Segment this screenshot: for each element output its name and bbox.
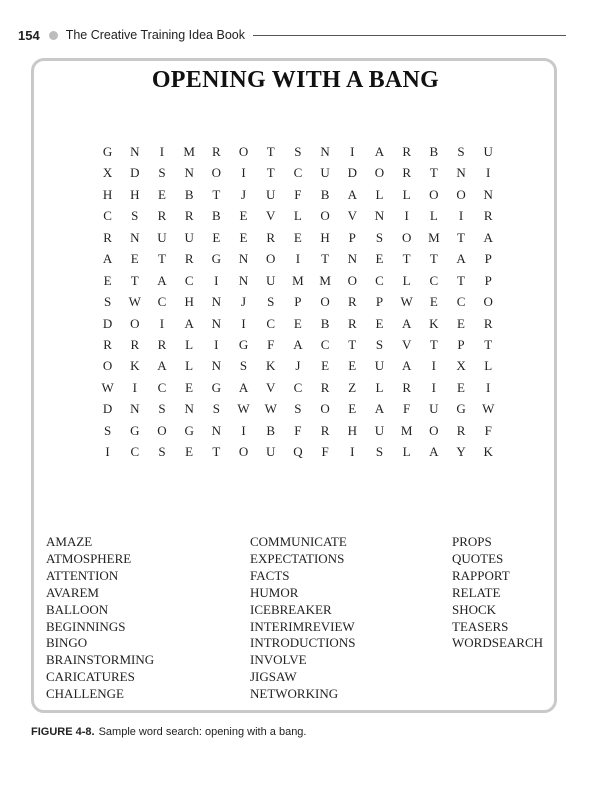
grid-letter: T [348, 336, 357, 352]
grid-letter: Q [293, 444, 303, 460]
grid-letter: U [374, 422, 385, 438]
bullet-dot-icon [49, 31, 58, 40]
grid-letter: A [374, 401, 385, 417]
grid-letter: P [457, 336, 465, 352]
grid-letter: C [456, 294, 466, 310]
grid-letter: C [157, 294, 167, 310]
grid-letter: N [130, 144, 140, 159]
grid-letter: W [400, 294, 413, 310]
grid-letter: S [212, 401, 220, 417]
grid-letter: S [158, 401, 166, 417]
grid-letter: O [320, 401, 330, 417]
grid-letter: B [212, 208, 221, 224]
grid-letter: L [185, 336, 194, 352]
grid-letter: I [486, 165, 491, 181]
grid-letter: F [484, 422, 492, 438]
grid-letter: B [429, 144, 439, 159]
grid-letter: I [241, 422, 246, 438]
word-list-item: ATTENTION [46, 567, 119, 583]
grid-letter: C [157, 379, 167, 395]
grid-letter: N [374, 208, 385, 224]
grid-letter: I [295, 251, 301, 267]
word-list-item: CHALLENGE [46, 686, 124, 702]
grid-letter: N [456, 165, 466, 181]
grid-letter: S [375, 229, 384, 245]
grid-letter: E [130, 251, 139, 267]
grid-letter: I [105, 444, 110, 460]
grid-letter: L [185, 358, 194, 374]
grid-letter: T [212, 444, 221, 460]
figure-caption [31, 726, 306, 738]
grid-letter: R [320, 422, 330, 438]
grid-letter: A [456, 251, 466, 267]
grid-letter: P [294, 294, 302, 310]
grid-letter: T [484, 336, 493, 352]
word-list-item: RELATE [452, 584, 501, 600]
grid-letter: N [211, 294, 222, 310]
grid-letter: O [102, 358, 113, 374]
grid-letter: E [212, 229, 221, 245]
grid-letter: G [238, 336, 249, 352]
grid-letter: G [102, 144, 113, 159]
grid-letter: E [103, 272, 112, 288]
word-list-item: HUMOR [250, 584, 299, 600]
grid-letter: U [266, 444, 276, 460]
word-list-item: BALLOON [46, 601, 109, 617]
grid-letter: N [130, 229, 140, 245]
grid-letter: S [294, 144, 302, 159]
grid-letter: G [130, 422, 140, 438]
grid-letter: U [429, 401, 439, 417]
grid-letter: R [212, 144, 221, 159]
grid-letter: N [211, 422, 222, 438]
grid-letter: A [347, 186, 357, 202]
grid-letter: F [267, 336, 275, 352]
grid-letter: L [402, 272, 411, 288]
grid-letter: G [211, 251, 222, 267]
grid-letter: A [401, 358, 412, 374]
grid-letter: L [429, 208, 438, 224]
grid-letter: O [347, 272, 357, 288]
grid-letter: N [211, 315, 222, 331]
grid-letter: T [429, 165, 438, 181]
grid-letter: R [184, 251, 194, 267]
grid-letter: E [185, 444, 194, 460]
grid-letter: E [457, 315, 465, 331]
grid-letter: R [456, 422, 466, 438]
grid-letter: O [456, 186, 466, 202]
grid-letter: U [184, 229, 194, 245]
grid-letter: F [294, 186, 302, 202]
puzzle-title: OPENING WITH A BANG [151, 67, 440, 93]
grid-letter: W [482, 401, 495, 417]
grid-letter: A [157, 272, 167, 288]
grid-letter: I [458, 208, 464, 224]
word-list-item: PROPS [452, 534, 492, 549]
grid-letter: I [159, 144, 165, 159]
grid-letter: N [347, 251, 357, 267]
grid-letter: Y [456, 444, 466, 460]
grid-letter: D [347, 165, 357, 181]
grid-letter: M [428, 229, 440, 245]
grid-letter: O [211, 165, 222, 181]
grid-letter: V [266, 208, 276, 224]
grid-letter: L [293, 208, 302, 224]
word-list-item: TEASERS [452, 618, 509, 634]
letter-grid [94, 141, 502, 463]
grid-letter: C [375, 272, 384, 288]
grid-letter: E [239, 208, 248, 224]
word-list-item: INTRODUCTIONS [250, 635, 356, 651]
grid-letter: H [130, 186, 140, 202]
grid-letter: P [348, 229, 356, 245]
grid-letter: A [483, 229, 493, 245]
word-list-item: BRAINSTORMING [46, 652, 155, 668]
grid-letter: H [184, 294, 194, 310]
grid-letter: K [130, 358, 140, 374]
grid-letter: U [157, 229, 167, 245]
word-list-item: SHOCK [452, 601, 497, 617]
grid-letter: K [266, 358, 276, 374]
grid-letter: I [159, 315, 165, 331]
grid-letter: C [293, 165, 303, 181]
grid-letter: L [484, 358, 493, 374]
word-list-item: BEGINNINGS [46, 618, 126, 634]
word-list-item: EXPECTATIONS [250, 550, 345, 566]
grid-letter: U [266, 186, 276, 202]
grid-letter: I [132, 379, 137, 395]
grid-letter: M [292, 272, 304, 288]
grid-letter: C [320, 336, 330, 352]
grid-letter: M [183, 144, 195, 159]
grid-letter: O [238, 144, 249, 159]
grid-letter: C [130, 444, 140, 460]
grid-letter: B [266, 422, 276, 438]
grid-letter: L [402, 444, 411, 460]
grid-letter: R [266, 229, 276, 245]
grid-letter: E [457, 379, 465, 395]
grid-letter: A [429, 444, 439, 460]
grid-letter: T [457, 229, 465, 245]
grid-letter: O [401, 229, 412, 245]
word-list-column-1 [46, 534, 154, 703]
caption-text: Sample word search: opening with a bang. [98, 726, 307, 738]
grid-letter: R [483, 315, 493, 331]
grid-letter: L [375, 186, 384, 202]
word-list-item: JIGSAW [250, 669, 297, 685]
grid-letter: C [103, 208, 112, 224]
grid-letter: S [103, 422, 112, 438]
grid-letter: R [402, 379, 411, 395]
grid-letter: R [130, 336, 140, 352]
grid-letter: A [293, 336, 303, 352]
grid-letter: G [184, 422, 194, 438]
grid-letter: R [347, 315, 357, 331]
grid-letter: E [293, 229, 302, 245]
grid-letter: S [294, 401, 302, 417]
grid-letter: G [456, 401, 466, 417]
grid-letter: T [457, 272, 465, 288]
page-number: 154 [18, 27, 40, 43]
grid-letter: B [184, 186, 194, 202]
caption-label: FIGURE 4-8. [31, 726, 95, 738]
grid-letter: V [266, 379, 276, 395]
word-list-item: COMMUNICATE [250, 534, 347, 549]
grid-letter: T [402, 251, 411, 267]
grid-letter: F [294, 422, 302, 438]
grid-letter: E [429, 294, 438, 310]
grid-letter: S [267, 294, 275, 310]
grid-letter: R [402, 144, 411, 159]
word-list-item: ICEBREAKER [250, 601, 332, 617]
grid-letter: B [320, 315, 330, 331]
grid-letter: N [184, 165, 194, 181]
grid-letter: I [404, 208, 409, 224]
grid-letter: L [402, 186, 411, 202]
grid-letter: A [374, 144, 385, 159]
grid-letter: R [103, 336, 112, 352]
grid-letter: T [157, 251, 166, 267]
word-list-item: AMAZE [46, 534, 93, 549]
grid-letter: K [483, 444, 493, 460]
grid-letter: C [184, 272, 194, 288]
grid-letter: I [431, 379, 437, 395]
grid-letter: D [130, 165, 140, 181]
grid-letter: N [238, 251, 249, 267]
grid-letter: Z [348, 379, 357, 395]
grid-letter: T [266, 165, 275, 181]
grid-letter: D [102, 315, 113, 331]
grid-letter: S [457, 144, 465, 159]
grid-letter: O [374, 165, 385, 181]
grid-letter: N [130, 401, 140, 417]
grid-letter: T [212, 186, 221, 202]
grid-letter: O [320, 294, 330, 310]
grid-letter: O [130, 315, 140, 331]
grid-letter: I [431, 358, 437, 374]
grid-letter: R [402, 165, 411, 181]
grid-letter: X [456, 358, 466, 374]
grid-letter: P [484, 272, 492, 288]
grid-letter: T [130, 272, 139, 288]
grid-letter: R [347, 294, 357, 310]
grid-letter: H [347, 422, 357, 438]
grid-letter: A [184, 315, 194, 331]
grid-letter: W [237, 401, 250, 417]
grid-letter: H [320, 229, 330, 245]
grid-letter: E [375, 315, 384, 331]
grid-letter: E [375, 251, 384, 267]
word-list-item: CARICATURES [46, 669, 135, 685]
grid-letter: I [241, 165, 246, 181]
book-title: The Creative Training Idea Book [65, 28, 245, 42]
grid-letter: S [158, 444, 166, 460]
grid-letter: L [375, 379, 384, 395]
grid-letter: O [320, 208, 330, 224]
word-list-item: INVOLVE [250, 652, 307, 668]
grid-letter: R [483, 208, 493, 224]
grid-letter: O [157, 422, 167, 438]
grid-letter: N [238, 272, 249, 288]
grid-letter: W [264, 401, 277, 417]
grid-letter: E [239, 229, 248, 245]
grid-letter: N [184, 401, 194, 417]
grid-letter: T [321, 251, 330, 267]
grid-letter: V [347, 208, 357, 224]
grid-letter: V [401, 336, 412, 352]
grid-letter: P [484, 251, 492, 267]
grid-letter: I [350, 144, 355, 159]
grid-letter: C [293, 379, 303, 395]
grid-letter: E [293, 315, 302, 331]
word-list-item: AVAREM [46, 584, 99, 600]
header-rule [253, 35, 566, 36]
grid-letter: I [350, 444, 355, 460]
grid-letter: M [400, 422, 413, 438]
grid-letter: S [131, 208, 139, 224]
grid-letter: E [185, 379, 194, 395]
grid-letter: E [348, 358, 357, 374]
grid-letter: R [184, 208, 194, 224]
grid-letter: E [348, 401, 357, 417]
word-list-item: INTERIMREVIEW [250, 618, 355, 634]
grid-letter: U [374, 358, 385, 374]
grid-letter: K [429, 315, 439, 331]
grid-letter: T [429, 251, 438, 267]
grid-letter: I [214, 272, 219, 288]
grid-letter: A [238, 379, 249, 395]
grid-letter: P [375, 294, 384, 310]
grid-letter: F [321, 444, 329, 460]
grid-letter: U [483, 144, 493, 159]
grid-letter: C [429, 272, 439, 288]
grid-letter: S [375, 336, 384, 352]
grid-letter: I [486, 379, 491, 395]
grid-letter: E [321, 358, 330, 374]
grid-letter: U [266, 272, 276, 288]
grid-letter: S [375, 444, 384, 460]
grid-letter: O [238, 444, 249, 460]
grid-letter: E [157, 186, 166, 202]
grid-letter: B [320, 186, 330, 202]
word-list-item: ATMOSPHERE [46, 550, 132, 566]
grid-letter: O [266, 251, 276, 267]
grid-letter: A [102, 251, 113, 267]
grid-letter: D [102, 401, 113, 417]
grid-letter: S [158, 165, 166, 181]
word-list-item: QUOTES [452, 550, 504, 566]
grid-letter: W [101, 379, 114, 395]
grid-letter: R [320, 379, 330, 395]
grid-letter: N [320, 144, 330, 159]
grid-letter: O [429, 422, 439, 438]
grid-letter: O [483, 294, 493, 310]
grid-letter: J [241, 294, 247, 310]
grid-letter: W [128, 294, 141, 310]
word-list-column-3 [452, 534, 543, 652]
grid-letter: H [102, 186, 113, 202]
grid-letter: I [214, 336, 219, 352]
grid-letter: T [266, 144, 275, 159]
grid-letter: G [211, 379, 222, 395]
page-header [18, 25, 566, 45]
grid-letter: T [429, 336, 438, 352]
grid-letter: R [157, 208, 167, 224]
word-list-item: NETWORKING [250, 686, 339, 702]
word-list-item: WORDSEARCH [452, 635, 544, 651]
grid-letter: M [319, 272, 331, 288]
grid-letter: A [401, 315, 412, 331]
grid-letter: I [241, 315, 246, 331]
grid-letter: A [157, 358, 167, 374]
grid-letter: C [266, 315, 276, 331]
grid-letter: R [157, 336, 167, 352]
grid-letter: R [103, 229, 112, 245]
grid-letter: X [102, 165, 113, 181]
grid-letter: S [239, 358, 248, 374]
grid-letter: O [429, 186, 439, 202]
grid-letter: F [403, 401, 411, 417]
word-list-column-2 [250, 534, 355, 703]
word-list-item: RAPPORT [452, 567, 510, 583]
grid-letter: J [241, 186, 247, 202]
grid-letter: N [211, 358, 222, 374]
grid-letter: N [483, 186, 493, 202]
word-list-item: FACTS [250, 567, 290, 583]
grid-letter: S [103, 294, 112, 310]
word-list-item: BINGO [46, 635, 88, 651]
grid-letter: J [295, 358, 301, 374]
grid-letter: U [320, 165, 330, 181]
